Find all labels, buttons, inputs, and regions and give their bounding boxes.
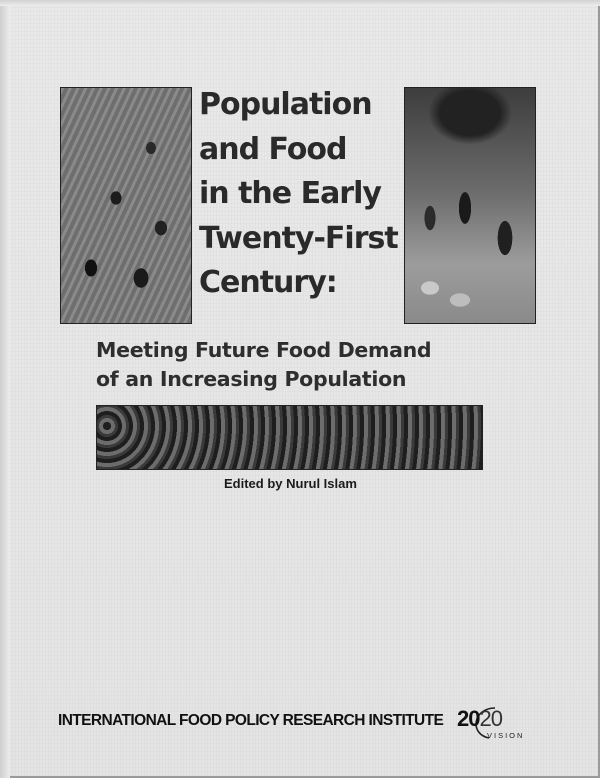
cover-left-edge	[0, 0, 10, 778]
vision-number-b: 20	[479, 706, 502, 731]
subtitle-line: Meeting Future Food Demand	[96, 338, 432, 362]
title-line: Population	[199, 87, 372, 122]
photo-market-vendors	[404, 87, 536, 324]
title-line: Twenty-First	[199, 220, 398, 256]
title-line: and Food	[199, 131, 347, 167]
editor-credit: Edited by Nurul Islam	[224, 476, 357, 491]
cover-top-edge	[0, 0, 600, 6]
book-subtitle	[96, 336, 496, 394]
vision-number-a: 20	[457, 706, 480, 731]
2020-vision-logo	[457, 704, 537, 744]
vision-number	[457, 706, 502, 732]
book-title	[199, 83, 404, 306]
photo-workers-in-field	[60, 87, 192, 324]
vision-word: VISION	[487, 731, 525, 740]
photo-crowd-street	[96, 405, 483, 470]
title-line: in the Early	[199, 176, 381, 211]
publisher-name: INTERNATIONAL FOOD POLICY RESEARCH INSTITUTE	[58, 712, 444, 729]
title-line: Century:	[199, 265, 337, 300]
subtitle-line: of an Increasing Population	[96, 367, 407, 391]
